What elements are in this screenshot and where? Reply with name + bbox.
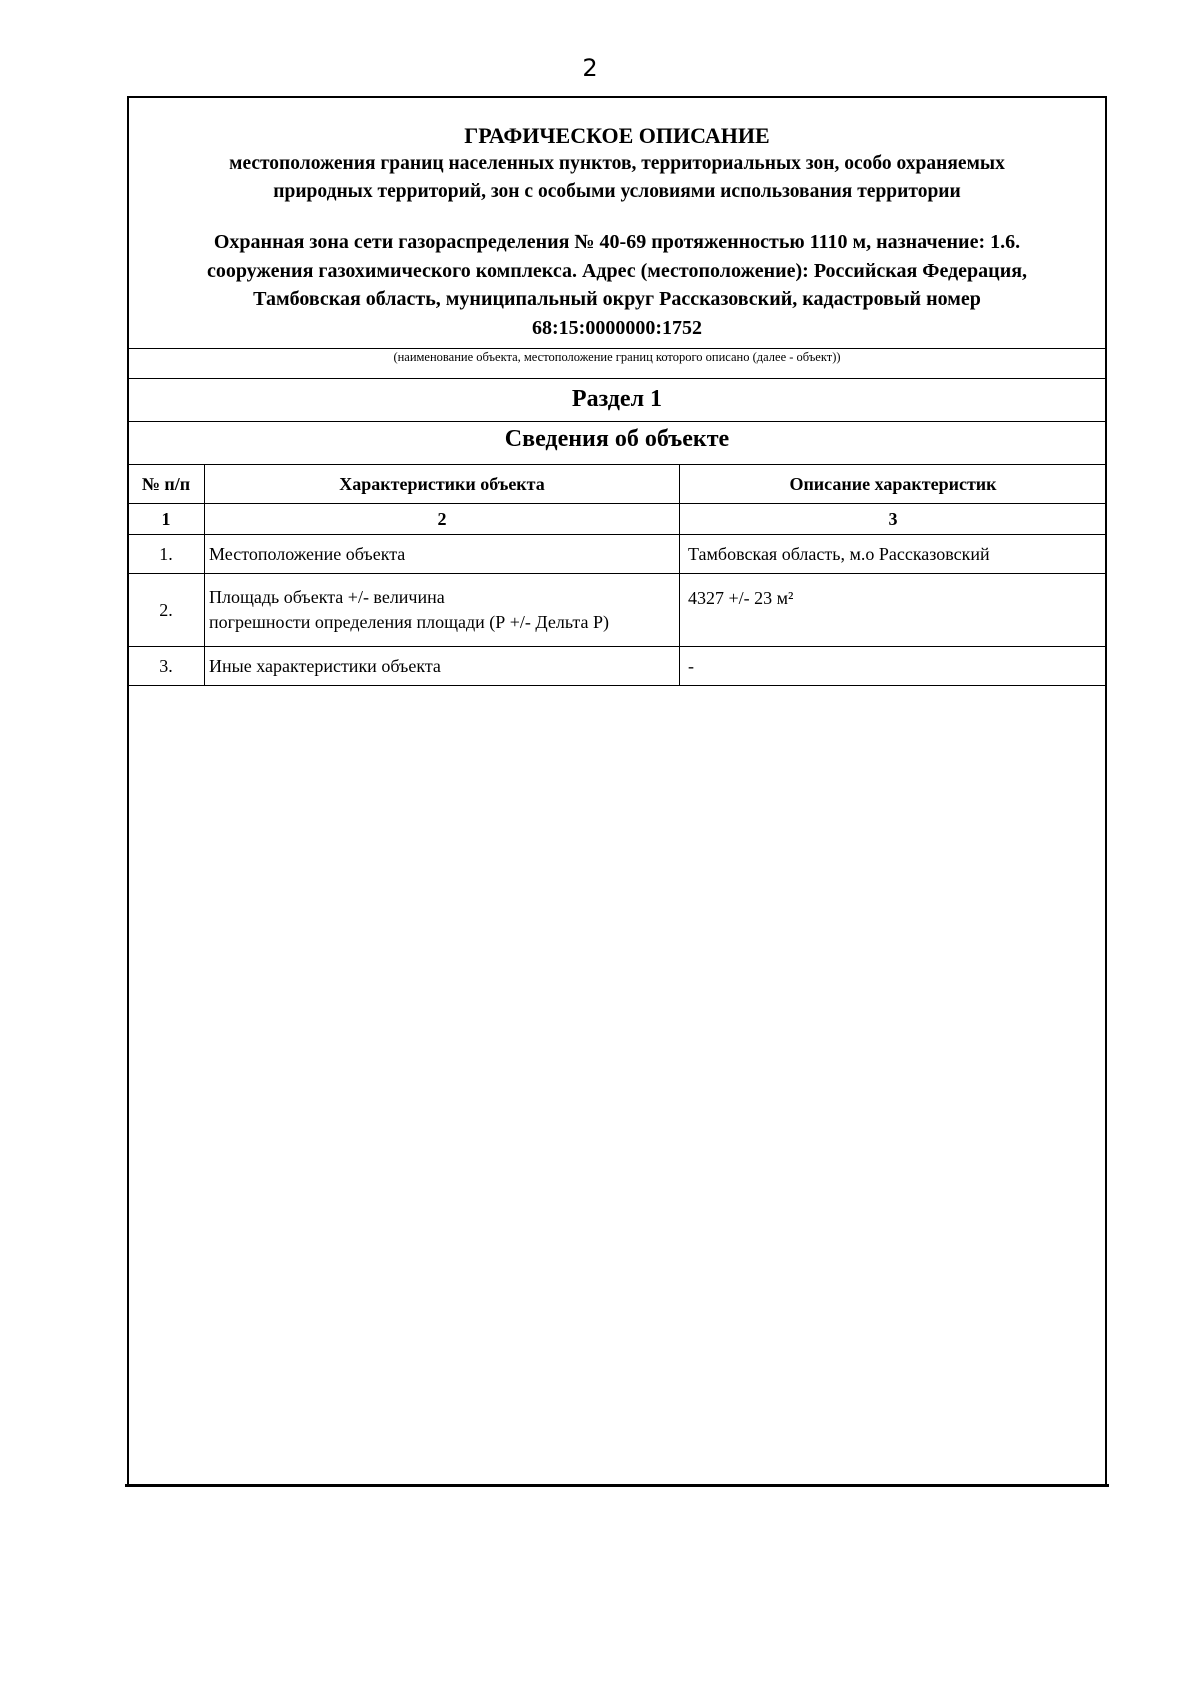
document-header xyxy=(129,122,1105,342)
column-number-row xyxy=(128,504,1107,535)
column-number: 3 xyxy=(680,504,1107,535)
section-subtitle: Сведения об объекте xyxy=(504,426,730,452)
document-subtitle-line-2: природных территорий, зон с особыми условиями использования территории xyxy=(273,181,961,202)
row-characteristic: Местоположение объекта xyxy=(205,535,680,574)
row-description: - xyxy=(680,647,1107,686)
column-header-description: Описание характеристик xyxy=(680,465,1107,504)
table-header-row xyxy=(128,465,1107,504)
divider-line xyxy=(129,421,1105,422)
row-characteristic: Иные характеристики объекта xyxy=(205,647,680,686)
column-header-characteristics: Характеристики объекта xyxy=(205,465,680,504)
divider-line xyxy=(129,348,1105,349)
frame-bottom-line xyxy=(125,1484,1109,1487)
row-characteristic-line-1: Площадь объекта +/- величина xyxy=(209,587,445,607)
object-info-table xyxy=(127,464,1107,686)
object-name xyxy=(129,228,1105,342)
row-number: 3. xyxy=(128,647,205,686)
document-subtitle-line-1: местоположения границ населенных пунктов, территориальных зон, особо охраняемых xyxy=(229,153,1005,174)
column-number: 1 xyxy=(128,504,205,535)
row-characteristic xyxy=(205,574,680,647)
object-name-line-4: 68:15:0000000:1752 xyxy=(532,316,702,339)
object-name-line-1: Охранная зона сети газораспределения № 40-69 протяженностью 1110 м, назначение: 1.6. xyxy=(213,231,1021,253)
row-description: Тамбовская область, м.о Рассказовский xyxy=(680,535,1107,574)
table-row xyxy=(128,574,1107,647)
row-number: 2. xyxy=(128,574,205,647)
section-title: Раздел 1 xyxy=(571,386,663,412)
object-name-line-2: сооружения газохимического комплекса. Адрес (местоположение): Российская Федерация, xyxy=(206,259,1028,282)
page-number: 2 xyxy=(582,54,598,82)
object-name-line-3: Тамбовская область, муниципальный округ Рассказовский, кадастровый номер xyxy=(253,288,981,310)
divider-line xyxy=(129,378,1105,379)
row-number: 1. xyxy=(128,535,205,574)
column-number: 2 xyxy=(205,504,680,535)
row-description: 4327 +/- 23 м² xyxy=(680,574,1107,647)
row-characteristic-line-2: погрешности определения площади (Р +/- Дельта Р) xyxy=(209,612,609,632)
object-caption: (наименование объекта, местоположение границ которого описано (далее - объект)) xyxy=(393,350,841,364)
document-title: ГРАФИЧЕСКОЕ ОПИСАНИЕ xyxy=(464,123,770,148)
table-row xyxy=(128,535,1107,574)
column-header-number: № п/п xyxy=(128,465,205,504)
document-frame xyxy=(127,96,1107,1486)
table-row xyxy=(128,647,1107,686)
